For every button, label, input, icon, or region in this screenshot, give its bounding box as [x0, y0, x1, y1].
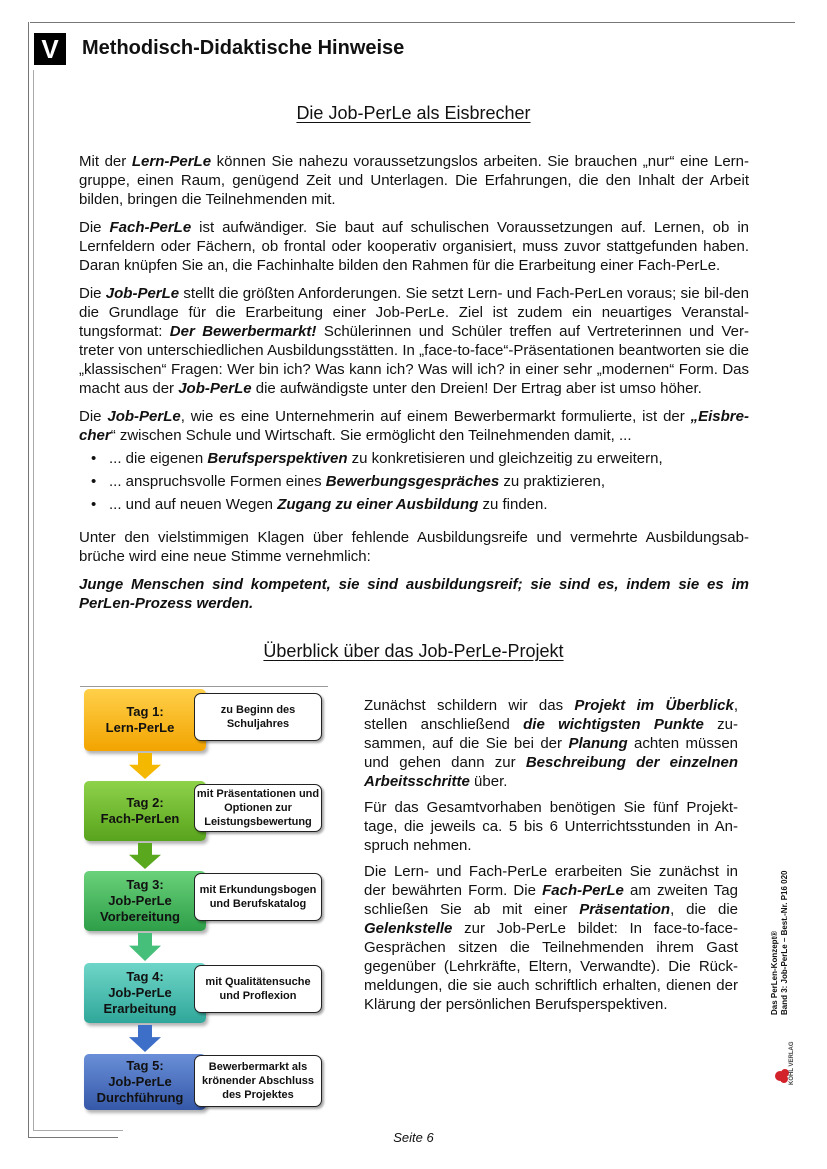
down-arrow-icon	[128, 843, 162, 869]
day-note: mit Qualitätensuche und Proflexion	[194, 965, 322, 1013]
overview-text	[364, 696, 738, 1021]
day-label: Tag 3:	[126, 877, 164, 892]
day-note: Bewerbermarkt als krönender Abschluss des Projektes	[194, 1055, 322, 1107]
day-box	[84, 963, 206, 1023]
day-note: mit Präsentationen und Optionen zur Leistungsbewertung	[194, 784, 322, 832]
bullet-item: • ... die eigenen Berufsperspektiven zu konkretisieren und gleichzeitig zu erweitern,	[79, 449, 749, 468]
day-title: Job-PerLe Erarbeitung	[103, 985, 177, 1016]
day-note: mit Erkundungsbogen und Berufskatalog	[194, 873, 322, 921]
section-letter-badge: V	[34, 33, 66, 65]
heading-ueberblick: Überblick über das Job-PerLe-Projekt	[263, 641, 564, 661]
bullet-item: • ... und auf neuen Wegen Zugang zu einer Ausbildung zu finden.	[79, 495, 749, 514]
day-label: Tag 2:	[126, 795, 164, 810]
day-label: Tag 4:	[126, 969, 164, 984]
intro-text	[79, 152, 749, 518]
paragraph-lern-perle: Mit der Lern-PerLe können Sie nahezu voraussetzungslos arbeiten. Sie brauchen „nur“ eine Lern-gruppe, einen Raum, genügend Zeit und Unterlagen. Die Erfahrungen, die den Inhalt der Arbeit bilden, bringen die Teilnehmenden mit.	[79, 153, 749, 208]
day-title: Lern-PerLe	[105, 720, 175, 735]
paragraph-eisbrecher: Die Job-PerLe, wie es eine Unternehmerin auf einem Bewerbermarkt formulierte, ist der „Eisbre-cher“ zwischen Schule und Wirtschaft. Sie ermöglicht den Teilnehmenden damit, ...	[79, 408, 749, 444]
paragraph-klagen: Unter den vielstimmigen Klagen über fehlende Ausbildungsreife und vermehrte Ausbildungsab-brüche wird eine neue Stimme vernehmlich:	[79, 529, 749, 565]
side-publication-info	[770, 805, 790, 1015]
day-box	[84, 1054, 206, 1110]
paragraph-projekttage: Für das Gesamtvorhaben benötigen Sie fünf Projekt-tage, die jeweils ca. 5 bis 6 Unterrichtsstunden in An-spruch nehmen.	[364, 799, 738, 854]
day-box	[84, 781, 206, 841]
frame-line-left-inner	[33, 70, 34, 1130]
closing-text	[79, 528, 749, 622]
day-label: Tag 1:	[126, 704, 164, 719]
diagram-top-rule	[80, 686, 328, 687]
section-title: Methodisch-Didaktische Hinweise	[82, 37, 405, 59]
paragraph-gelenkstelle: Die Lern- und Fach-PerLe erarbeiten Sie zunächst in der bewährten Form. Die Fach-PerLe am zweiten Tag schließen Sie ab mit einer Präsentation, die die Gelenkstelle zur Job-PerLe bildet: In face-to-face-Gesprächen sitzen die Teilnehmenden ihrem Gast gegenüber (Lehrkräfte, Eltern, Verwandte). Die Rück-meldungen, die sie auch schriftlich erhalten, dienen der Klärung der persönlichen Berufsperspektiven.	[364, 863, 738, 1013]
side-series-title: Das PerLen-Konzept®	[770, 930, 779, 1015]
down-arrow-icon	[128, 933, 162, 961]
paragraph-job-perle: Die Job-PerLe stellt die größten Anforderungen. Sie setzt Lern- und Fach-PerLen voraus; sie bil-den die Grundlage für die Erarbeitung einer Job-PerLe. Ziel ist zudem ein neuartiges Veranstal-tungsformat: Der Bewerbermarkt! Schülerinnen und Schüler treffen auf Vertreterinnen und Ver-treter von unterschiedlichen Ausbildungsstätten. In „face-to-face“-Präsentationen beantworten sie die „klassischen“ Fragen: Wer bin ich? Was kann ich? Was will ich? in einer sehr „modernen“ Form. Das macht aus der Job-PerLe die aufwändigste unter den Dreien! Der Ertrag aber ist umso höher.	[79, 285, 749, 397]
day-label: Tag 5:	[126, 1058, 164, 1073]
day-box	[84, 871, 206, 931]
day-title: Job-PerLe Vorbereitung	[100, 893, 180, 924]
down-arrow-icon	[128, 753, 162, 779]
bullet-item: • ... anspruchsvolle Formen eines Bewerbungsgespräches zu praktizieren,	[79, 472, 749, 491]
paragraph-fach-perle: Die Fach-PerLe ist aufwändiger. Sie baut auf schulischen Voraussetzungen auf. Lernen, ob in Lernfeldern oder Fächern, ob frontal oder kooperativ organisiert, muss zuvor stattgefunden haben. Daran knüpfen Sie an, die Fachinhalte bilden den Rahmen für die Erarbeitung einer Fach-PerLe.	[79, 219, 749, 274]
day-note: zu Beginn des Schuljahres	[194, 693, 322, 741]
page-number: Seite 6	[393, 1130, 434, 1145]
day-box	[84, 689, 206, 751]
bullet-list	[79, 449, 749, 514]
side-volume-order: Band 3: Job-PerLe – Best.-Nr. P16 020	[780, 870, 789, 1015]
frame-line-top	[30, 22, 795, 23]
down-arrow-icon	[128, 1025, 162, 1052]
day-title: Fach-PerLen	[100, 811, 180, 826]
heading-eisbrecher: Die Job-PerLe als Eisbrecher	[296, 103, 531, 123]
paragraph-kompetent: Junge Menschen sind kompetent, sie sind ausbildungsreif; sie sind es, indem sie es im PerLen-Prozess werden.	[79, 576, 749, 612]
publisher-name: KOHL VERLAG	[789, 1041, 795, 1085]
day-title: Job-PerLe Durchführung	[96, 1074, 184, 1105]
paragraph-projekt-ueberblick: Zunächst schildern wir das Projekt im Überblick, stellen anschließend die wichtigsten Punkte zu-sammen, auf die Sie bei der Planung achten müssen und gehen dann zur Beschreibung der einzelnen Arbeitsschritte über.	[364, 697, 739, 790]
frame-line-left	[28, 22, 29, 1137]
